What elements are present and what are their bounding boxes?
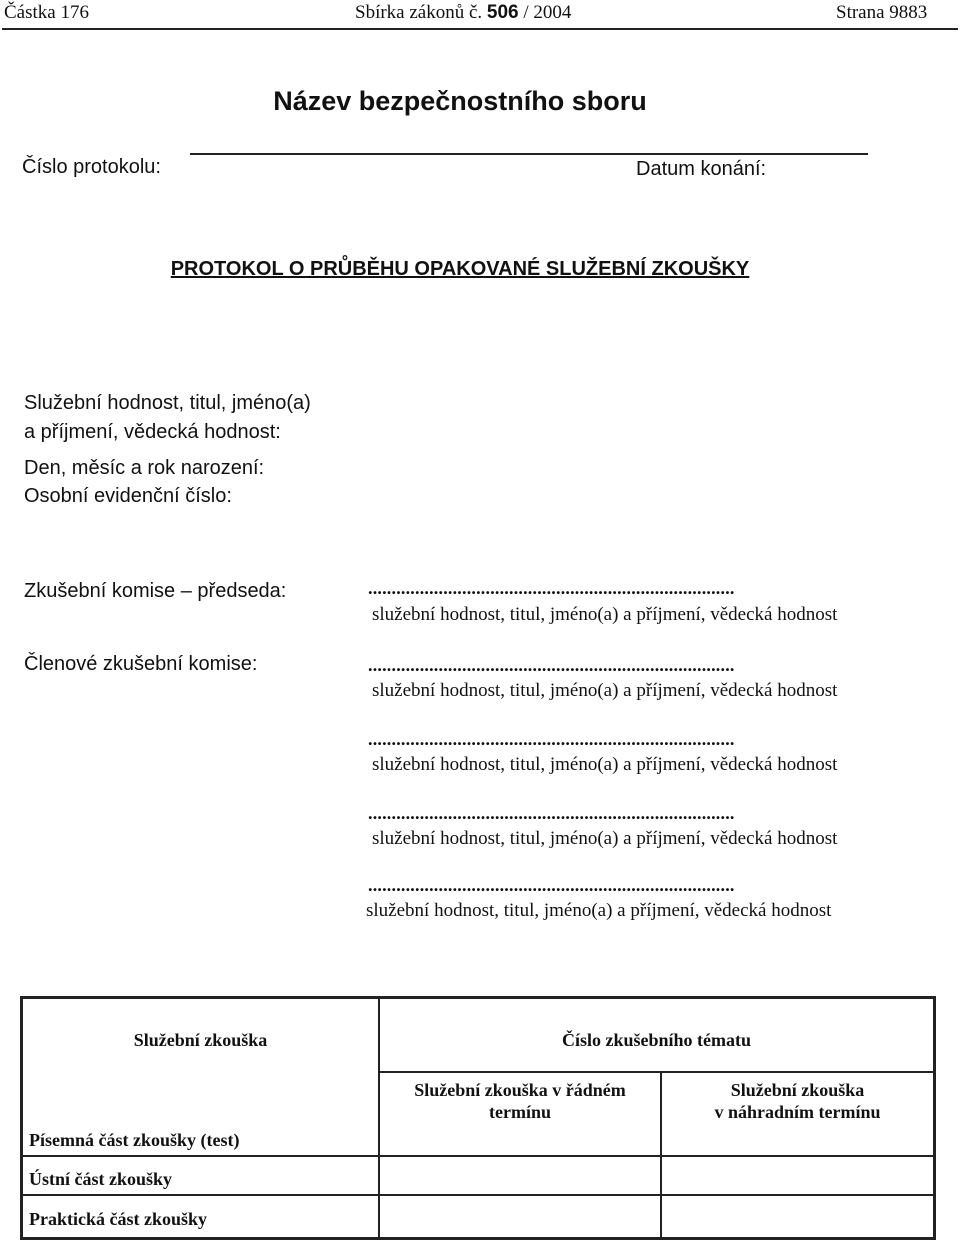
table-row-oral: Ústní část zkoušky	[29, 1169, 173, 1189]
exam-topics-table	[20, 996, 936, 1240]
table-row-divider-2	[23, 1194, 933, 1196]
personal-id-label: Osobní evidenční číslo:	[24, 485, 232, 507]
rank-label-line1: Služební hodnost, titul, jméno(a)	[24, 392, 311, 414]
member2-signature-line: ..............................................................................	[368, 729, 735, 749]
chair-signature-caption: služební hodnost, titul, jméno(a) a příjmení, vědecká hodnost	[372, 604, 838, 625]
member4-signature-caption: služební hodnost, titul, jméno(a) a příjmení, vědecká hodnost	[366, 900, 832, 921]
table-header-exam: Služební zkouška	[133, 1030, 268, 1050]
member4-signature-line: ..............................................................................	[368, 875, 735, 895]
header-collection-prefix: Sbírka zákonů č.	[355, 2, 487, 23]
protocol-number-label: Číslo protokolu:	[22, 156, 161, 178]
table-subheader-alternative	[662, 1079, 933, 1123]
header-page-number: Strana 9883	[836, 2, 928, 23]
table-subheader-regular	[380, 1079, 660, 1123]
title-rule	[190, 153, 868, 155]
table-subheader-alternative-line2: v náhradním termínu	[714, 1102, 881, 1122]
table-subheader-regular-line1: Služební zkouška v řádném	[414, 1080, 626, 1100]
table-header-divider	[378, 1071, 933, 1073]
header-collection-number: 506	[486, 2, 519, 23]
table-row-practical: Praktická část zkoušky	[29, 1209, 208, 1229]
table-row-written: Písemná část zkoušky (test)	[29, 1130, 240, 1150]
committee-chair-label: Zkušební komise – předseda:	[24, 580, 287, 602]
table-row-divider-1	[23, 1155, 933, 1157]
committee-members-label: Členové zkušební komise:	[24, 653, 258, 675]
header-collection	[355, 2, 571, 24]
member2-signature-caption: služební hodnost, titul, jméno(a) a příjmení, vědecká hodnost	[372, 754, 838, 775]
header-part-number: Částka 176	[4, 2, 89, 23]
table-header-topic: Číslo zkušebního tématu	[561, 1030, 752, 1050]
member3-signature-line: ..............................................................................	[368, 803, 735, 823]
protocol-heading: PROTOKOL O PRŮBĚHU OPAKOVANÉ SLUŽEBNÍ ZKOUŠKY	[170, 258, 750, 280]
table-subheader-alternative-line1: Služební zkouška	[730, 1080, 865, 1100]
member1-signature-line: ..............................................................................	[368, 655, 735, 675]
header-collection-year: / 2004	[518, 2, 572, 23]
member3-signature-caption: služební hodnost, titul, jméno(a) a příjmení, vědecká hodnost	[372, 828, 838, 849]
table-subheader-regular-line2: termínu	[489, 1102, 551, 1122]
rank-label-line2: a příjmení, vědecká hodnost:	[24, 421, 281, 443]
birth-date-label: Den, měsíc a rok narození:	[24, 457, 265, 479]
page-title: Název bezpečnostního sboru	[273, 86, 647, 116]
date-label: Datum konání:	[636, 158, 767, 180]
chair-signature-line: ..............................................................................	[368, 578, 735, 598]
header-rule	[2, 28, 958, 30]
member1-signature-caption: služební hodnost, titul, jméno(a) a příjmení, vědecká hodnost	[372, 680, 838, 701]
